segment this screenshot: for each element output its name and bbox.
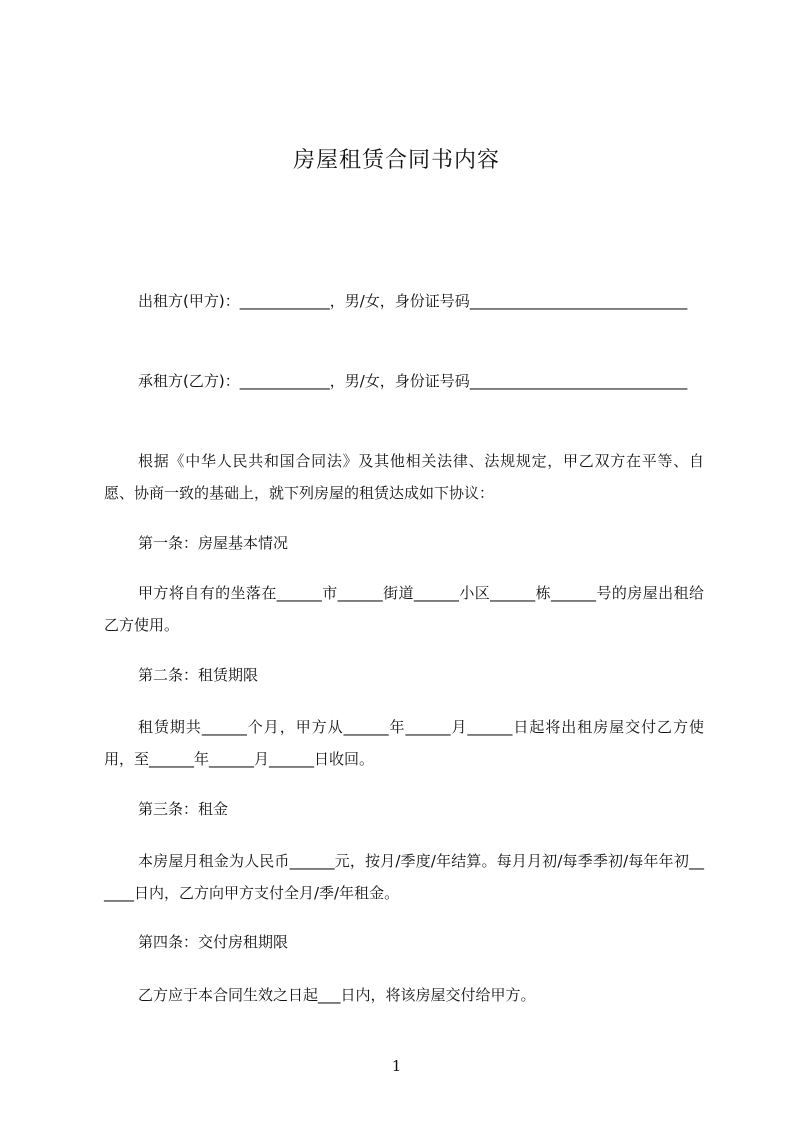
article-3-heading: 第三条：租金: [138, 800, 229, 818]
article-4-heading: 第四条：交付房租期限: [138, 933, 289, 951]
tenant-clause: 承租方(乙方)：____________，男/女，身份证号码_____________________________: [138, 372, 688, 390]
article-2-heading: 第二条：租赁期限: [138, 666, 259, 684]
article-1-heading: 第一条：房屋基本情况: [138, 534, 289, 552]
page-number: 1: [391, 1057, 402, 1075]
article-2-text: 租赁期共______个月，甲方从______年______月______日起将出租房屋交付乙方使用，至______年______月______日收回。: [104, 718, 704, 768]
document-title: 房屋租赁合同书内容: [292, 148, 500, 173]
article-4-text: 乙方应于本合同生效之日起___日内，将该房屋交付给甲方。: [138, 986, 536, 1004]
landlord-clause: 出租方(甲方)：____________，男/女，身份证号码_____________________________: [138, 292, 688, 310]
preamble-paragraph: 根据《中华人民共和国合同法》及其他相关法律、法规规定，甲乙双方在平等、自愿、协商一致的基础上，就下列房屋的租赁达成如下协议：: [104, 452, 704, 502]
article-3-text: 本房屋月租金为人民币______元，按月/季度/年结算。每月月初/每季季初/每年年初______日内，乙方向甲方支付全月/季/年租金。: [104, 852, 704, 902]
article-1-text: 甲方将自有的坐落在______市______街道______小区______栋______号的房屋出租给乙方使用。: [104, 584, 704, 634]
